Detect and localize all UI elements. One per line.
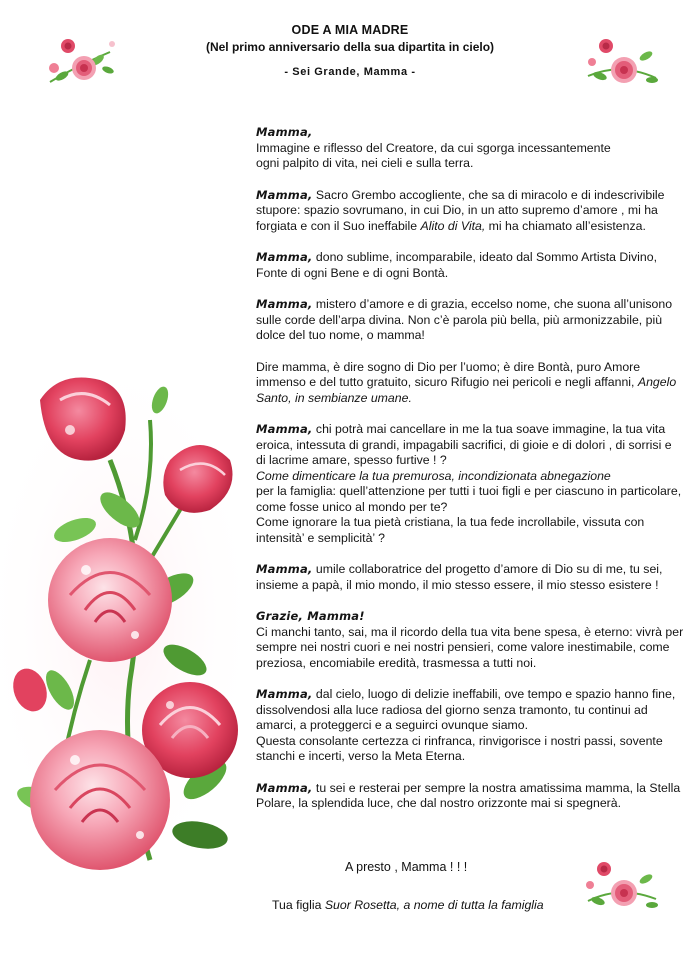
paragraph: [256, 125, 684, 172]
paragraph-lead: Mamma,: [256, 125, 313, 139]
paragraph-lead: Mamma,: [256, 780, 313, 795]
signature: [272, 898, 544, 912]
document-subtitle: (Nel primo anniversario della sua dipartita in cielo): [205, 40, 495, 54]
paragraph-text: mi ha chiamato all’esistenza.: [485, 218, 646, 233]
paragraph: [256, 297, 684, 344]
paragraph-text: Ci manchi tanto, sai, ma il ricordo della tua vita bene spesa, è eterno: vivrà per sempre nei nostri cuori e nei nostri pensieri, come valore inestimabile, come preziosa, encomiabile eredità, trasmessa a tutti noi.: [256, 624, 684, 670]
rose-sprig-icon: [580, 855, 664, 917]
paragraph: [256, 562, 684, 593]
paragraph-italic: Alito di Vita,: [420, 218, 486, 233]
paragraph: [256, 250, 684, 281]
paragraph-text: dono sublime, incomparabile, ideato dal Sommo Artista Divino, Fonte di ogni Bene e di ogni Bontà.: [256, 250, 657, 280]
paragraph-italic: Come dimenticare la tua premurosa, incondizionata abnegazione: [256, 468, 611, 483]
paragraph-line: ogni palpito di vita, nei cieli e sulla terra.: [256, 156, 474, 170]
paragraph: [256, 188, 684, 235]
paragraph-text: mistero d’amore e di grazia, eccelso nome, che suona all’unisono sulle corde dell’arpa divina. Non c’è parola più bella, più armonizzabile, più dolce del tuo nome, o mamma!: [256, 297, 673, 342]
paragraph-text: chi potrà mai cancellare in me la tua soave immagine, la tua vita eroica, intessuta di grandi, impagabili sacrifici, di gioie e di dolori , di sorrisi e di lacrime amare, spesso furtive ! ?: [256, 422, 672, 467]
paragraph-lead: Mamma,: [256, 422, 313, 436]
signature-prefix: Tua figlia: [272, 898, 325, 912]
poem-body: [256, 125, 684, 828]
paragraph: [256, 687, 684, 765]
document-motto: - Sei Grande, Mamma -: [284, 66, 416, 78]
paragraph-italic: Angelo Santo, in sembianze umane.: [256, 375, 677, 405]
closing-line: A presto , Mamma ! ! !: [345, 860, 468, 874]
paragraph-lead: Mamma,: [256, 297, 313, 311]
paragraph-text: Dire mamma, è dire sogno di Dio per l’uomo; è dire Bontà, puro Amore immenso e del tutto gratuito, sicuro Rifugio nei pericoli e negli affanni,: [256, 359, 641, 389]
paragraph-text: dal cielo, luogo di delizie ineffabili, ove tempo e spazio hanno fine, dissolvendosi alla luce radiosa del giorno senza tramonto, tu continui ad amarci, a proteggerci e a seguirci ovunque siamo.: [256, 687, 676, 732]
paragraph-lead: Mamma,: [256, 687, 313, 701]
paragraph-text: Come ignorare la tua pietà cristiana, la tua fede incrollabile, vissuta con intensità’ e semplicità’ ?: [256, 515, 645, 545]
paragraph: [256, 422, 684, 546]
paragraph: [256, 360, 684, 407]
paragraph-text: Questa consolante certezza ci rinfranca, rinvigorisce i nostri passi, sovente stanchi e incerti, verso la Meta Eterna.: [256, 733, 663, 763]
paragraph-line: Immagine e riflesso del Creatore, da cui sgorga incessantemente: [256, 140, 611, 155]
paragraph-text: umile collaboratrice del progetto d’amore di Dio su di me, tu sei, insieme a papà, il mio mondo, il mio stesso essere, il mio stesso esistere !: [256, 562, 663, 592]
paragraph-lead: Mamma,: [256, 562, 313, 576]
paragraph-text: Sacro Grembo accogliente, che sa di miracolo e di indescrivibile stupore: spazio sovrumano, in cui Dio, in un atto supremo d’amore , mi ha forgiata e con il Suo ineffabile: [256, 187, 665, 233]
rose-bouquet-icon: [0, 360, 250, 880]
paragraph: [256, 781, 684, 812]
paragraph-lead: Grazie, Mamma!: [256, 609, 365, 623]
paragraph-text: tu sei e resterai per sempre la nostra amatissima mamma, la Stella Polare, la splendida luce, che dal nostro orizzonte mai si spegnerà.: [256, 780, 681, 810]
paragraph-text: per la famiglia: quell’attenzione per tutti i tuoi figli e per ciascuno in particolare, come fosse unico al mondo per te?: [256, 484, 682, 514]
paragraph: [256, 609, 684, 671]
signature-name: Suor Rosetta, a nome di tutta la famiglia: [324, 898, 544, 912]
paragraph-lead: Mamma,: [256, 187, 313, 202]
document-title: ODE A MIA MADRE: [291, 23, 409, 37]
paragraph-lead: Mamma,: [256, 250, 313, 264]
